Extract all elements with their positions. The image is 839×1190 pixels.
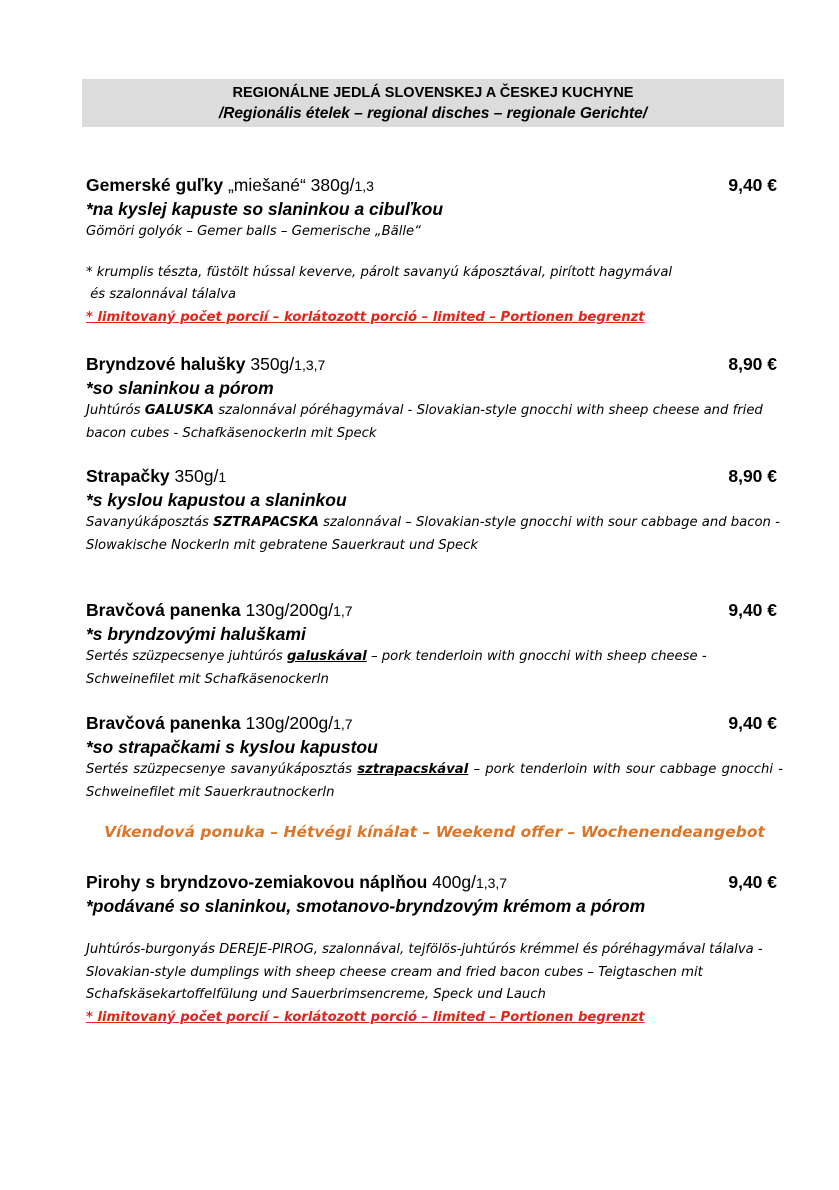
dish-weight: 400g/ [427, 872, 476, 892]
menu-item-gemerske-gulky [86, 173, 783, 329]
desc-text: Sertés szüzpecsenye juhtúrós [86, 649, 287, 664]
dish-price: 8,90 € [728, 354, 777, 374]
dish-price: 9,40 € [728, 872, 777, 892]
desc-text: Juhtúrós [86, 403, 145, 418]
dish-price: 9,40 € [728, 175, 777, 195]
desc-highlight: GALUSKA [144, 403, 215, 418]
dish-allergens: 1,3 [354, 178, 374, 194]
menu-item-bravcova-panenka-halusky [86, 598, 783, 691]
dish-description: Juhtúrós-burgonyás DEREJE-PIROG, szalonnával, tejfölös-juhtúrós krémmel és póréhagymával tálalva - Slovakian-style dumplings with sheep cheese cream and fried bacon cubes – Teigtaschen mit Schafskäsekartoffelfülung und Sauerbrimsencreme, Speck und Lauch [86, 942, 763, 1002]
menu-item-bryndzove-halusky [86, 352, 783, 445]
dish-subtitle: *so strapačkami s kyslou kapustou [86, 737, 378, 757]
dish-weight: 130g/200g/ [240, 713, 334, 733]
desc-text: Savanyúkáposztás [86, 515, 214, 530]
desc-text: – pork tenderloin with sour cabbage gnocchi - Schweinefilet mit Sauerkrautnockerln [86, 762, 783, 800]
dish-name: Bravčová panenka [86, 600, 241, 620]
dish-description [86, 512, 783, 557]
desc-text: Sertés szüzpecsenye savanyúkáposztás [86, 762, 358, 777]
dish-allergens: 1,3,7 [475, 875, 508, 891]
limited-notice: * limitovaný počet porcií – korlátozott porció – limited – Portionen begrenzt [86, 1009, 645, 1025]
section-title: REGIONÁLNE JEDLÁ SLOVENSKEJ A ČESKEJ KUCHYNE [232, 85, 634, 101]
desc-highlight: sztrapacskával [357, 762, 469, 777]
dish-subtitle: *s kyslou kapustou a slaninkou [86, 490, 347, 510]
dish-allergens: 1,3,7 [294, 357, 326, 373]
limited-notice: * limitovaný počet porcií – korlátozott porció – limited – Portionen begrenzt [86, 309, 645, 325]
menu-item-pirohy [86, 870, 783, 1029]
dish-weight: „miešané“ 380g/ [223, 175, 355, 195]
dish-allergens: 1,7 [333, 716, 353, 732]
dish-name: Bryndzové halušky [86, 354, 246, 374]
menu-item-strapacky [86, 464, 783, 557]
dish-subtitle: *podávané so slaninkou, smotanovo-bryndzovým krémom a pórom [86, 896, 646, 916]
dish-description [86, 400, 783, 445]
dish-price: 8,90 € [728, 466, 777, 486]
desc-text: – pork tenderloin with gnocchi with sheep cheese - Schweinefilet mit Schafkäsenockerln [86, 649, 707, 687]
dish-name: Pirohy s bryndzovo-zemiakovou náplňou [86, 872, 428, 892]
dish-name: Strapačky [86, 466, 170, 486]
dish-allergens: 1,7 [333, 603, 353, 619]
desc-highlight: SZTRAPACSKA [213, 515, 319, 530]
dish-weight: 130g/200g/ [240, 600, 334, 620]
dish-description: * krumplis tészta, füstölt hússal keverve, párolt savanyú káposztával, pirított hagymával [86, 264, 673, 280]
dish-subtitle: *na kyslej kapuste so slaninkou a cibuľkou [86, 199, 444, 219]
dish-subtitle: *so slaninkou a pórom [86, 378, 274, 398]
desc-highlight: galuskával [286, 649, 367, 664]
dish-translation: Gömöri golyók – Gemer balls – Gemerische „Bälle“ [86, 224, 421, 239]
dish-price: 9,40 € [728, 713, 777, 733]
dish-weight: 350g/ [245, 354, 295, 374]
dish-price: 9,40 € [728, 600, 777, 620]
weekend-offer-heading: Víkendová ponuka – Hétvégi kínálat – Weekend offer – Wochenendeangebot [104, 823, 765, 841]
dish-allergens: 1 [218, 469, 227, 485]
dish-name: Gemerské guľky [86, 175, 224, 195]
section-subtitle: /Regionális ételek – regional disches – regionale Gerichte/ [218, 105, 648, 122]
dish-weight: 350g/ [169, 466, 219, 486]
dish-description [86, 759, 783, 804]
dish-subtitle: *s bryndzovými haluškami [86, 624, 306, 644]
dish-description [86, 646, 783, 691]
desc-text: szalonnával – Slovakian-style gnocchi with sour cabbage and bacon - Slowakische Nockerln mit gebratene Sauerkraut und Speck [86, 515, 780, 553]
dish-name: Bravčová panenka [86, 713, 241, 733]
section-header [82, 79, 784, 127]
menu-item-bravcova-panenka-strapacky [86, 711, 783, 804]
desc-text: szalonnával póréhagymával - Slovakian-style gnocchi with sheep cheese and fried bacon cubes - Schafkäsenockerln mit Speck [86, 403, 763, 441]
dish-description-cont: és szalonnával tálalva [86, 287, 237, 302]
